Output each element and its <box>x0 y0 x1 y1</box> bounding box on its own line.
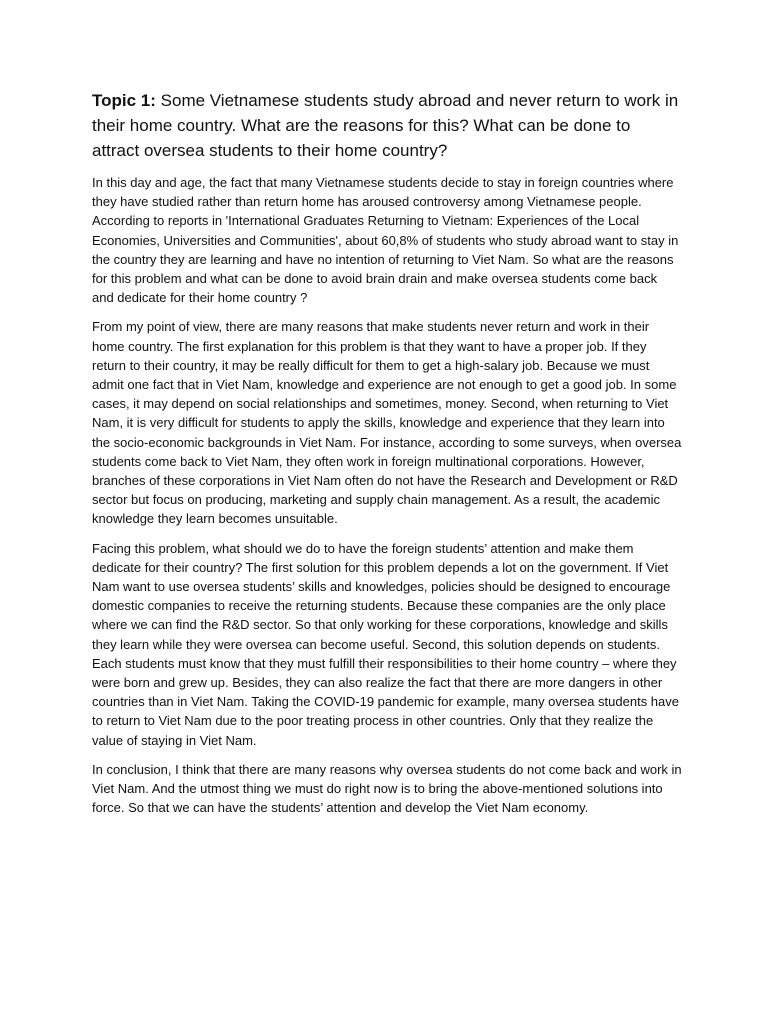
document-page <box>92 88 682 828</box>
conclusion-paragraph: In conclusion, I think that there are many reasons why oversea students do not come back and work in Viet Nam. And the utmost thing we must do right now is to bring the above-mentioned solutions into force. So that we can have the students’ attention and develop the Viet Nam economy. <box>92 761 682 816</box>
reasons-paragraph: From my point of view, there are many reasons that make students never return and work in their home country. The first explanation for this problem is that they want to have a proper job. If they return to their country, it may be really difficult for them to get a high-salary job. Because we must admit one fact that in Viet Nam, knowledge and experience are not enough to get a good job. In some cases, it may depend on social relationships and sometimes, money. Second, when returning to Viet Nam, it is very difficult for students to apply the skills, knowledge and experience that they learn into the socio-economic backgrounds in Viet Nam. For instance, according to some surveys, when oversea students come back to Viet Nam, they often work in foreign multinational corporations. However, branches of these corporations in Viet Nam often do not have the Research and Development or R&D sector but focus on producing, marketing and supply chain management. As a result, the academic knowledge they learn becomes unsuitable. <box>92 319 682 527</box>
topic-heading <box>92 88 682 163</box>
solutions-paragraph: Facing this problem, what should we do to have the foreign students’ attention and make them dedicate for their country? The first solution for this problem depends a lot on the government. If Viet Nam want to use oversea students’ skills and knowledges, policies should be designed to encourage domestic companies to receive the returning students. Because these companies are the only place where we can find the R&D sector. So that only working for these corporations, knowledge and skills they learn while they were oversea can become useful. Second, this solution depends on students. Each students must know that they must fulfill their responsibilities to their home country – where they were born and grew up. Besides, they can also realize the fact that there are more dangers in other countries than in Viet Nam. Taking the COVID-19 pandemic for example, many oversea students have to return to Viet Nam due to the poor treating process in other countries. Only that they realize the value of staying in Viet Nam. <box>92 540 679 748</box>
topic-label: Topic 1: <box>92 91 156 110</box>
topic-question: Some Vietnamese students study abroad and never return to work in their home country. What are the reasons for this? What can be done to attract oversea students to their home country? <box>92 91 679 160</box>
intro-paragraph: In this day and age, the fact that many Vietnamese students decide to stay in foreign countries where they have studied rather than return home has aroused controversy among Vietnamese people. According to reports in 'International Graduates Returning to Vietnam: Experiences of the Local Economies, Universities and Communities', about 60,8% of students who study abroad want to stay in the country they are learning and have no intention of returning to Viet Nam. So what are the reasons for this problem and what can be done to avoid brain drain and make oversea students come back and dedicate for their home country ? <box>92 175 679 306</box>
